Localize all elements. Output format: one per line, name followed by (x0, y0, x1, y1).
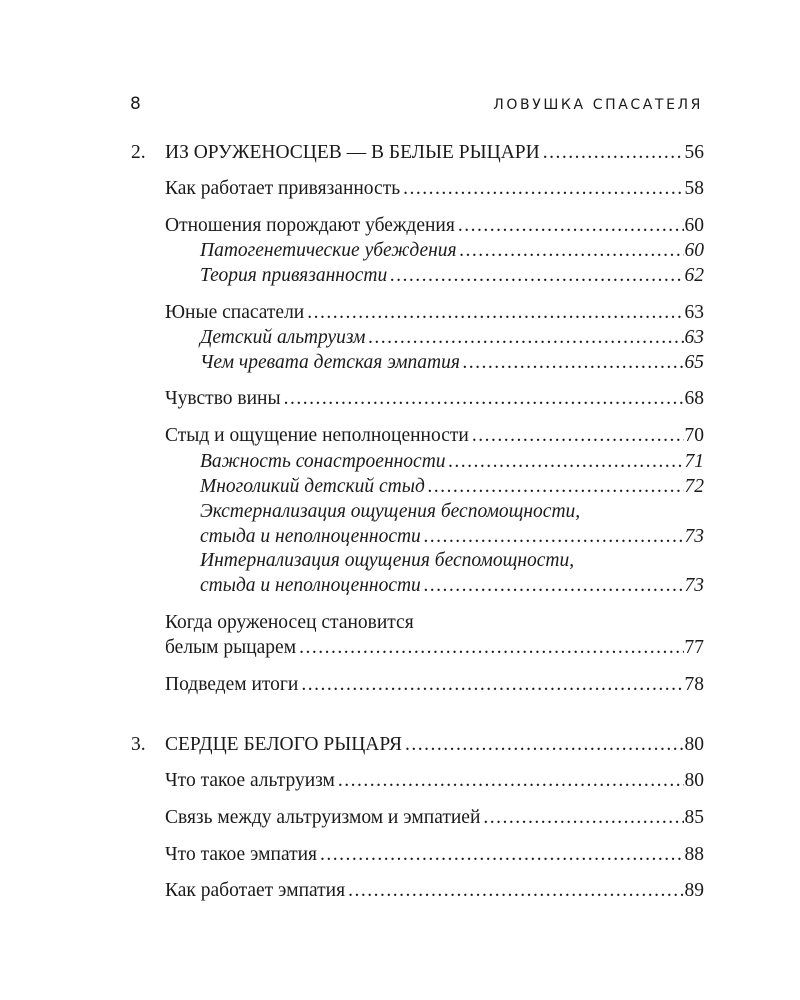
page-ref: 72 (684, 476, 704, 497)
toc-entry (165, 387, 704, 411)
subentry-title: Важность сонастроенности (200, 451, 446, 472)
toc-subentry (200, 239, 704, 263)
chapter-number: 2. (131, 142, 146, 163)
toc-subentry (200, 450, 704, 474)
entry-title: белым рыцарем (165, 637, 297, 658)
dot-leader (338, 769, 684, 793)
dot-leader (424, 574, 684, 598)
page-ref: 80 (684, 770, 704, 791)
page-ref: 63 (684, 302, 704, 323)
dot-leader (390, 264, 683, 288)
toc-subentry (200, 264, 704, 288)
chapter-number: 3. (131, 734, 146, 755)
toc-subentry (200, 326, 704, 350)
page-ref: 85 (684, 807, 704, 828)
entry-title: Подведем итоги (165, 674, 299, 695)
entry-title: Когда оруженосец становится (165, 612, 414, 633)
dot-leader (299, 636, 683, 660)
toc-subentry (200, 351, 704, 375)
toc-entry (165, 769, 704, 793)
dot-leader (424, 525, 684, 549)
page-ref: 56 (684, 142, 704, 163)
dot-leader (307, 301, 683, 325)
toc-entry (165, 636, 704, 660)
dot-leader (428, 475, 684, 499)
dot-leader (463, 351, 684, 375)
entry-title: Связь между альтруизмом и эмпатией (165, 807, 481, 828)
page-ref: 80 (684, 734, 704, 755)
page-ref: 60 (684, 240, 704, 261)
entry-title: Как работает эмпатия (165, 880, 346, 901)
page-ref: 77 (684, 637, 704, 658)
toc-entry (165, 673, 704, 697)
page-ref: 60 (684, 215, 704, 236)
dot-leader (368, 326, 683, 350)
entry-title: Юные спасатели (165, 302, 305, 323)
page-ref: 63 (684, 327, 704, 348)
page-ref: 62 (684, 265, 704, 286)
page-ref: 65 (684, 352, 704, 373)
subentry-title: стыда и неполноценности (200, 526, 421, 547)
dot-leader (543, 141, 684, 165)
dot-leader (458, 214, 684, 238)
dot-leader (472, 424, 684, 448)
entry-title: Как работает привязанность (165, 178, 401, 199)
toc-subentry (200, 525, 704, 549)
subentry-title: Теория привязанности (200, 265, 388, 286)
chapter-title: ИЗ ОРУЖЕНОСЦЕВ — В БЕЛЫЕ РЫЦАРИ (165, 142, 540, 163)
dot-leader (284, 387, 684, 411)
page-ref: 71 (684, 451, 704, 472)
toc-entry-chapter-3 (131, 733, 704, 757)
chapter-title: СЕРДЦЕ БЕЛОГО РЫЦАРЯ (165, 734, 403, 755)
page-ref: 73 (684, 575, 704, 596)
subentry-title: стыда и неполноценности (200, 575, 421, 596)
dot-leader (301, 673, 683, 697)
dot-leader (320, 843, 683, 867)
page-ref: 70 (684, 425, 704, 446)
dot-leader (403, 177, 683, 201)
entry-title: Стыд и ощущение неполноценности (165, 425, 469, 446)
toc-entry (165, 843, 704, 867)
toc-entry (165, 214, 704, 238)
page-number: 8 (130, 94, 142, 114)
toc-entry-line (165, 611, 704, 635)
page-ref: 78 (684, 674, 704, 695)
entry-title: Чувство вины (165, 388, 281, 409)
dot-leader (449, 450, 684, 474)
running-title: ЛОВУШКА СПАСАТЕЛЯ (493, 97, 703, 113)
subentry-title: Чем чревата детская эмпатия (200, 352, 460, 373)
page-ref: 88 (684, 844, 704, 865)
subentry-title: Интернализация ощущения беспомощности, (200, 550, 575, 571)
page-ref: 58 (684, 178, 704, 199)
entry-title: Отношения порождают убеждения (165, 215, 455, 236)
entry-title: Что такое эмпатия (165, 844, 318, 865)
toc-entry (165, 424, 704, 448)
toc-subentry (200, 475, 704, 499)
subentry-title: Экстернализация ощущения беспомощности, (200, 501, 581, 522)
entry-title: Что такое альтруизм (165, 770, 335, 791)
dot-leader (348, 879, 683, 903)
subentry-title: Детский альтруизм (200, 327, 366, 348)
subentry-title: Патогенетические убеждения (200, 240, 457, 261)
page-ref: 89 (684, 880, 704, 901)
dot-leader (483, 806, 683, 830)
toc-subentry-line (200, 549, 704, 573)
page-ref: 68 (684, 388, 704, 409)
toc-entry-chapter-2 (131, 141, 704, 165)
toc-subentry (200, 574, 704, 598)
toc-entry (165, 879, 704, 903)
subentry-title: Многоликий детский стыд (200, 476, 425, 497)
page-ref: 73 (684, 526, 704, 547)
dot-leader (460, 239, 684, 263)
toc-subentry-line (200, 500, 704, 524)
toc-entry (165, 806, 704, 830)
toc-entry (165, 177, 704, 201)
toc-entry (165, 301, 704, 325)
dot-leader (405, 733, 683, 757)
